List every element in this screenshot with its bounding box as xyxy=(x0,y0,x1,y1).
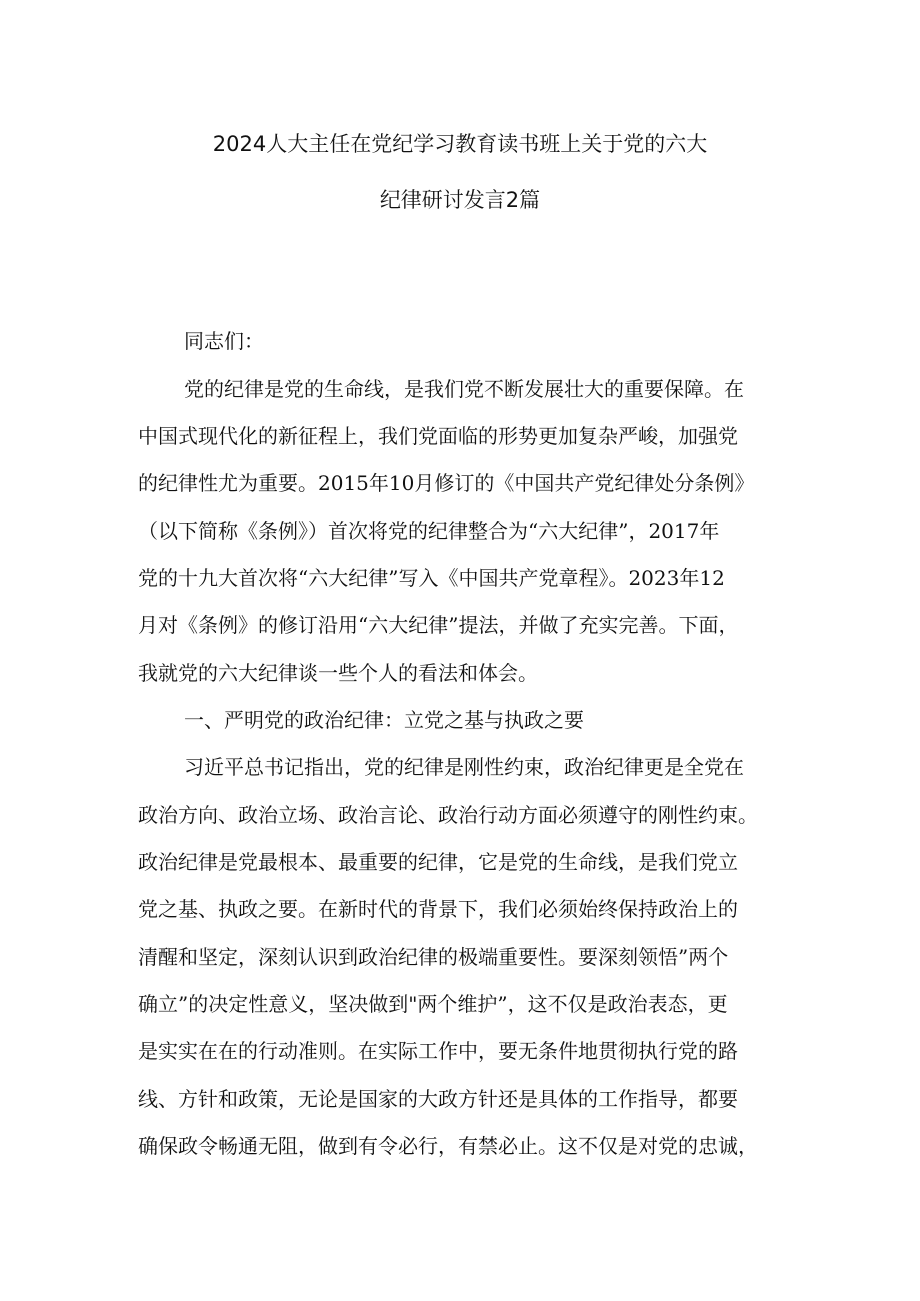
paragraph-line: 中国式现代化的新征程上，我们党面临的形势更加复杂严峻，加强党 xyxy=(138,424,738,448)
section-heading: 一、严明党的政治纪律：立党之基与执政之要 xyxy=(184,708,584,732)
salutation: 同志们： xyxy=(184,329,264,353)
document-title-line-2: 纪律研讨发言2篇 xyxy=(379,188,541,212)
paragraph-line: 党的十九大首次将“六大纪律”写入《中国共产党章程》。2023年12 xyxy=(138,566,725,590)
paragraph-line: 清醒和坚定，深刻认识到政治纪律的极端重要性。要深刻领悟”两个 xyxy=(138,945,729,969)
document-title-line-1: 2024人大主任在党纪学习教育读书班上关于党的六大 xyxy=(212,132,708,156)
paragraph-line: 习近平总书记指出，党的纪律是刚性约束，政治纪律更是全党在 xyxy=(184,755,744,779)
paragraph-line: 月对《条例》的修订沿用“六大纪律”提法，并做了充实完善。下面， xyxy=(138,613,739,637)
paragraph-line: 政治方向、政治立场、政治言论、政治行动方面必须遵守的刚性约束。 xyxy=(138,803,758,827)
paragraph-line: 是实实在在的行动准则。在实际工作中，要无条件地贯彻执行党的路 xyxy=(138,1039,738,1063)
paragraph-line: 党之基、执政之要。在新时代的背景下，我们必须始终保持政治上的 xyxy=(138,897,738,921)
paragraph-line: 政治纪律是党最根本、最重要的纪律，它是党的生命线，是我们党立 xyxy=(138,850,738,874)
document-body xyxy=(138,0,790,1301)
paragraph-line: 确立”的决定性意义，坚决做到"两个维护”，这不仅是政治表态，更 xyxy=(138,992,728,1016)
paragraph-line: 确保政令畅通无阻，做到有令必行，有禁必止。这不仅是对党的忠诚， xyxy=(138,1134,758,1158)
paragraph-line: （以下简称《条例》）首次将党的纪律整合为“六大纪律”，2017年 xyxy=(138,519,720,543)
paragraph-line: 线、方针和政策，无论是国家的大政方针还是具体的工作指导，都要 xyxy=(138,1087,738,1111)
paragraph-line: 我就党的六大纪律谈一些个人的看法和体会。 xyxy=(138,661,538,685)
paragraph-line: 的纪律性尤为重要。2015年10月修订的《中国共产党纪律处分条例》 xyxy=(138,471,755,495)
paragraph-line: 党的纪律是党的生命线，是我们党不断发展壮大的重要保障。在 xyxy=(184,377,744,401)
